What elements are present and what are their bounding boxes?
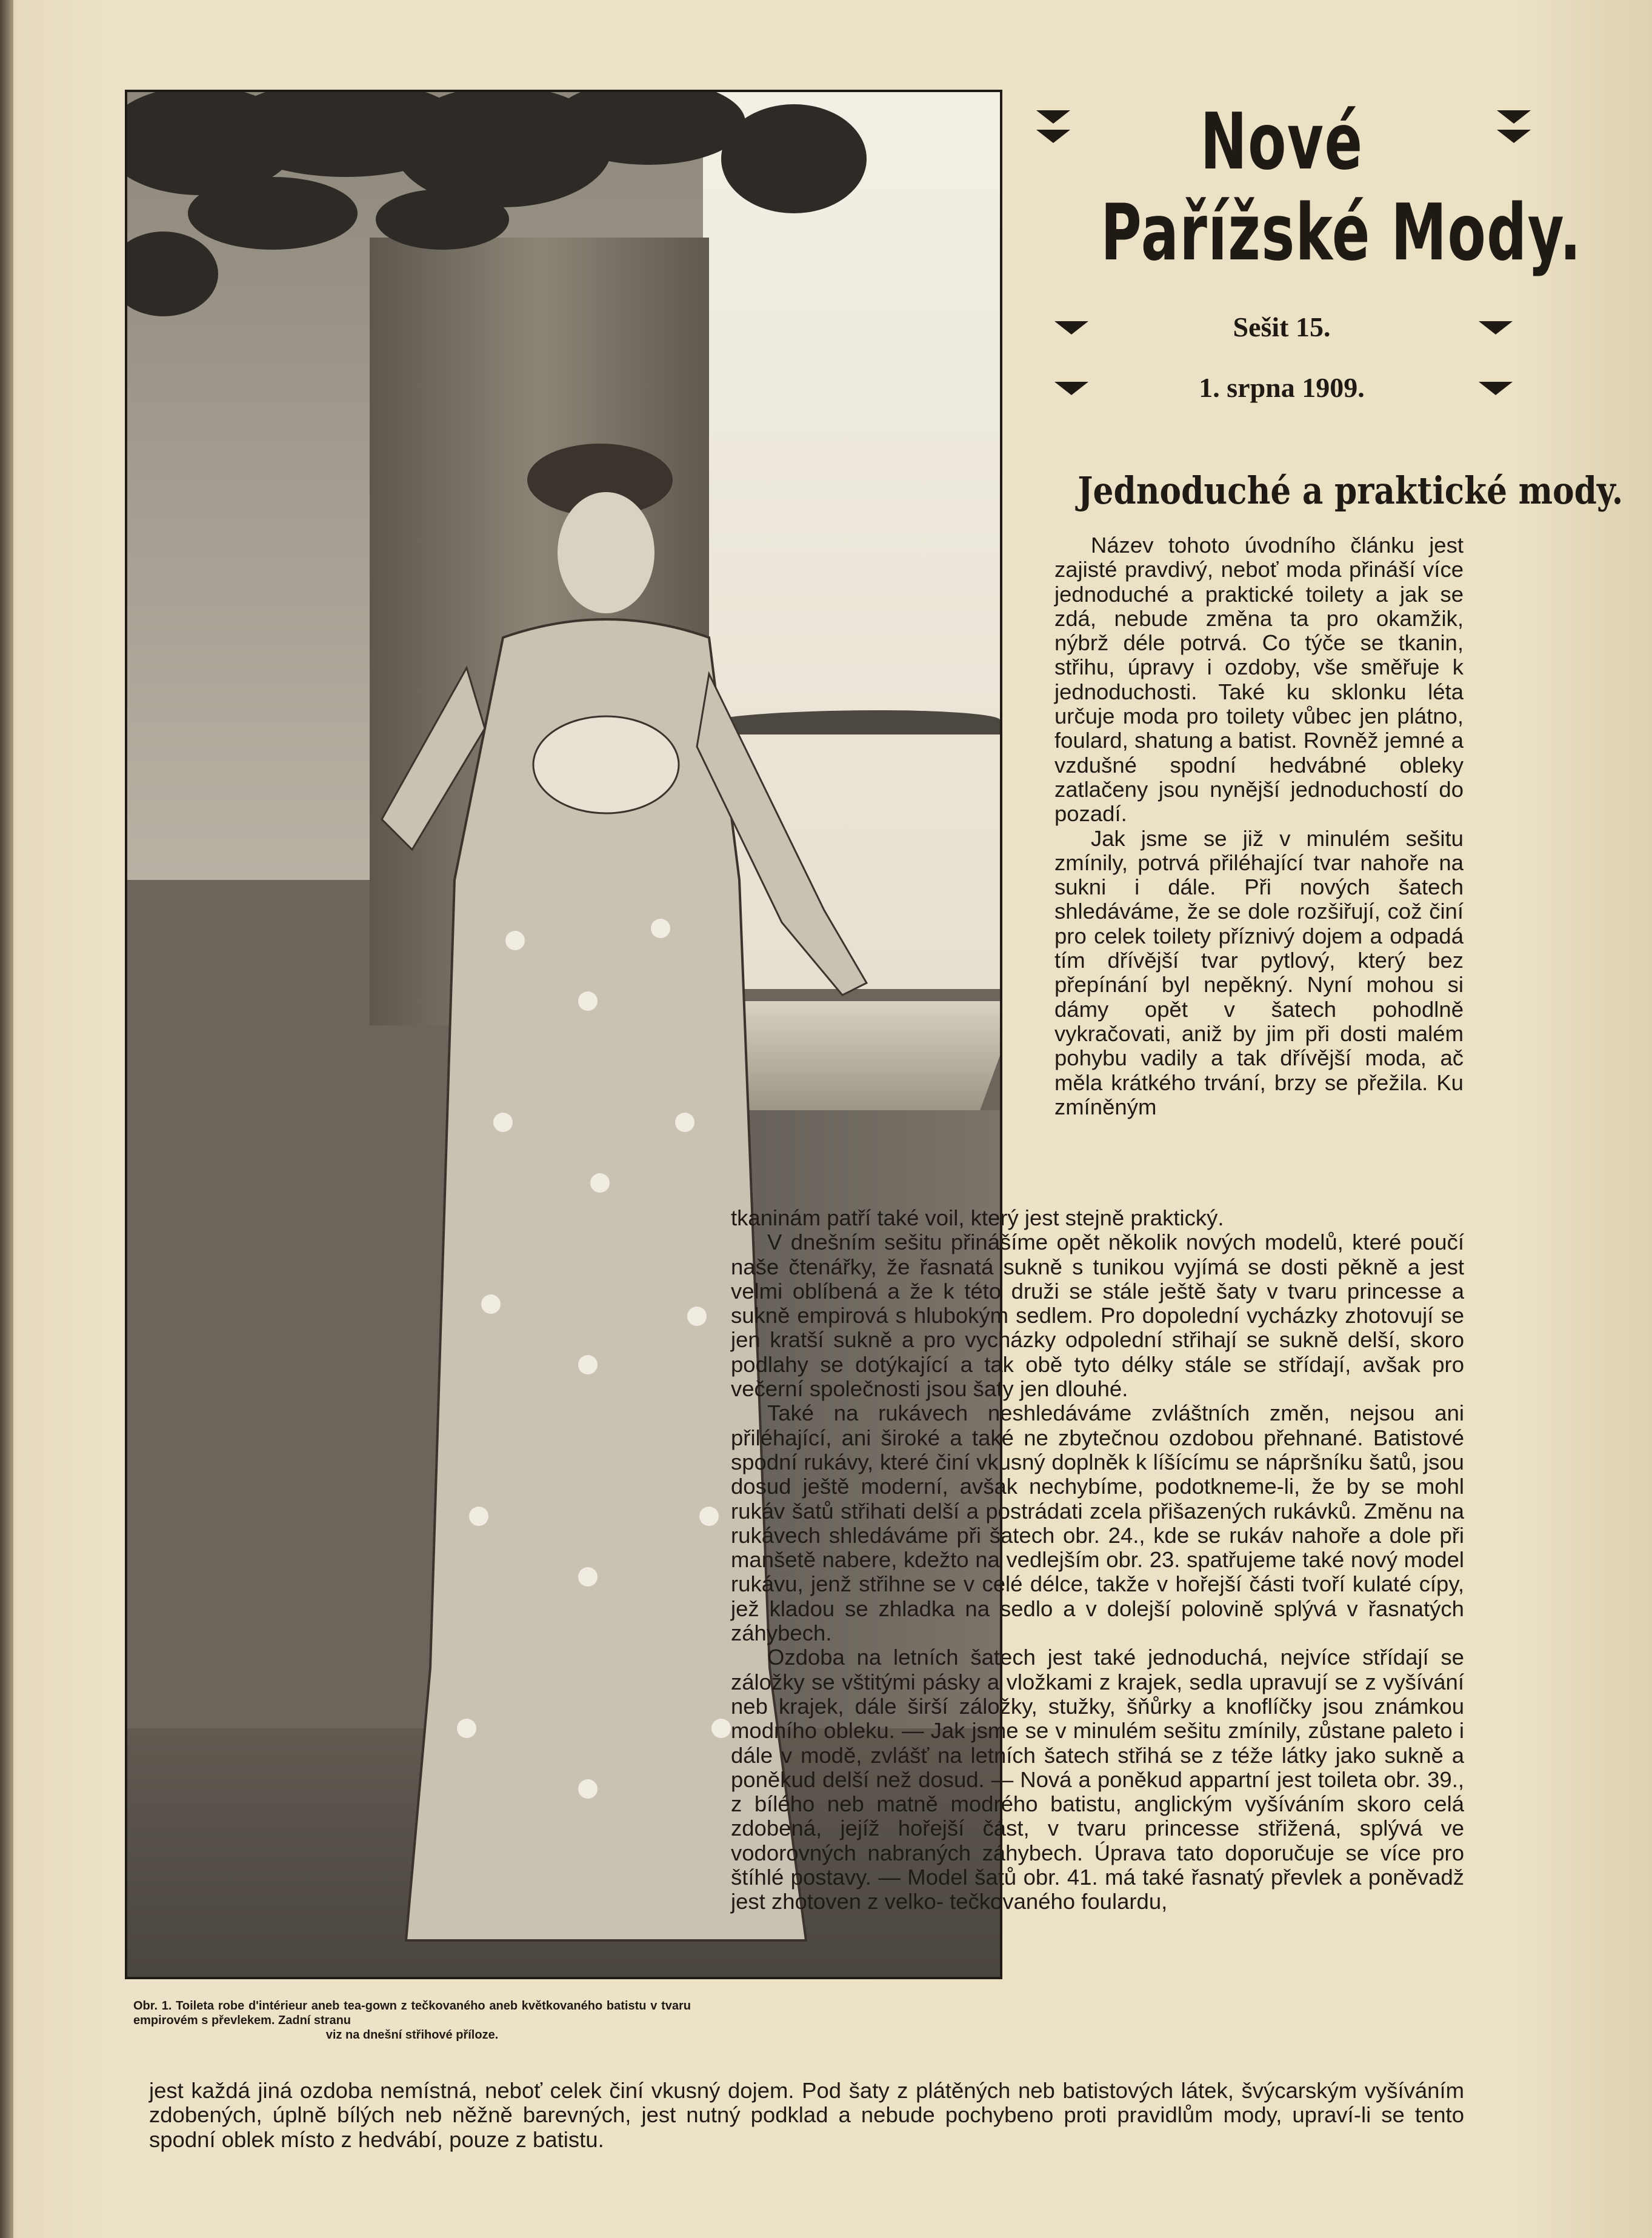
masthead-title-line-1: Nové [1200, 97, 1364, 187]
page-spine [0, 0, 13, 2238]
masthead [1030, 97, 1582, 418]
article-paragraph: Jak jsme se již v minulém sešitu zmínily, potrvá přiléhající tvar nahoře na sukni i dále. Při nových šatech shledáváme, že se dole rozšiřují, což činí pro celek toilety příznivý dojem a odpadá tím dřívější tvar pytlový, který bez přepínání byl nepěkný. Nyní mohou si dámy opět v šatech pohodlně vykračovati, aniž by jim při dosti malém pohybu vadily a tak dřívější moda, ač měla krátkého trvání, brzy se přežila. Ku zmíněným [1054, 825, 1464, 1119]
illustration-caption [133, 1999, 691, 2042]
caption-text-last: viz na dnešní střihové příloze. [325, 2028, 499, 2042]
triangle-ornament-icon [1036, 110, 1070, 124]
masthead-row-2 [1030, 188, 1582, 279]
article-paragraph: Název tohoto úvodního článku jest zajisté pravdivý, neboť moda přináší více jednoduché a praktické toilety a jak se zdá, nebude změna ta pro okamžik, nýbrž déle potrvá. Co týče se tkanin, střihu, úpravy i ozdoby, vše směřuje k jednoduchosti. Také ku sklonku léta určuje moda pro toilety vůbec jen plátno, foulard, shatung a batist. Rovněž jemné a vzdušné spodní hedvábné obleky zatlačeny jsou nynější jednoduchostí do pozadí. [1054, 533, 1464, 827]
issue-date-row [1030, 358, 1533, 418]
triangle-ornament-icon [1054, 382, 1088, 395]
issue-number: Sešit 15. [1233, 311, 1331, 342]
article-paragraph: Ozdoba na letních šatech jest také jednoduchá, nejvíce střídají se záložky se vštitými pásky a vložkami z krajek, sedla upravují se z vyšívání neb krajek, dále širší záložky, stužky, šňůrky a knoflíčky jsou známkou modního obleku. — Jak jsme se v minulém sešitu zmínily, zůstane paleto i dále v modě, zvlášť na letních šatech střihá se z téže látky jako sukně a poněkud delší než dosud. — Nová a poněkud appartní jest toileta obr. 39., z bílého neb matně modrého batistu, anglickým vyšíváním skoro celá zdobená, jejíž hořejší část, v tvaru princesse střižená, splývá ve vodorovných nabraných záhybech. Úprava tato doporučuje se více pro štíhlé postavy. — Model šatů obr. 41. má také řasnatý převlek a poněvadž jest zhotoven z velko- tečkovaného foulardu, [731, 1645, 1464, 1914]
issue-number-row [1030, 297, 1533, 358]
triangle-ornament-icon [1497, 110, 1531, 124]
article-title: Jednoduché a praktické mody. [1077, 468, 1624, 513]
triangle-ornament-icon [1479, 321, 1513, 335]
article-column-full-width [149, 2079, 1464, 2152]
triangle-ornament-icon [1054, 321, 1088, 335]
triangle-ornament-icon [1497, 130, 1531, 143]
article-paragraph: V dnešním sešitu přinášíme opět několik nových modelů, které poučí naše čtenářky, že řasnatá sukně s tunikou vyjímá se dosti pěkně a jest velmi oblíbená a že k této druži se stále ještě šaty v tvaru princesse a sukně empirová s hlubokým sedlem. Pro dopolední vycházky zhotovují se jen kratší sukně a pro vycházky odpolední střihají se sukně delší, skoro podlahy se dotýkající a tak obě tyto délky stále se střídají, avšak pro večerní společnosti jsou šaty jen dlouhé. [731, 1230, 1464, 1402]
triangle-ornament-icon [1036, 130, 1070, 143]
masthead-row-1 [1030, 97, 1533, 188]
article-paragraph: jest každá jiná ozdoba nemístná, neboť celek činí vkusný dojem. Pod šaty z plátěných neb batistových látek, švýcarským vyšíváním zdobených, úplně bílých neb něžně barevných, jest nutný podklad a nebude pochybeno proti pravidlům mody, upraví-li se tento spodní oblek místo z hedvábí, pouze z batistu. [149, 2078, 1464, 2152]
triangle-ornament-icon [1479, 382, 1513, 395]
masthead-title-line-2: Pařížské Mody. [1101, 188, 1582, 278]
article-paragraph: Také na rukávech neshledáváme zvláštních změn, nejsou ani přiléhající, ani široké a také ne zbytečnou ozdobou přehnané. Batistové spodní rukávy, které činí vkusný doplněk k líšícímu se nápršníku šatů, jsou dosud ještě moderní, avšak nechybíme, podotkneme-li, že by se mohl rukáv šatů střihati delší a postrádati zcela přišazených rukávků. Změnu na rukávech shledáváme při šatech obr. 24., kde se rukáv nahoře a dole při manšetě nabere, kdežto na vedlejším obr. 23. spatřujeme také nový model rukávu, jenž střihne se v celé délce, takže v hořejší části tvoří kulaté cípy, jež kladou se zhladka na sedlo a v dolejší polovině splývá v řasnatých záhybech. [731, 1400, 1464, 1646]
issue-date: 1. srpna 1909. [1199, 372, 1365, 403]
article-column-wide [731, 1206, 1464, 1914]
caption-text: Obr. 1. Toileta robe d'intérieur aneb tea-gown z tečkovaného aneb květkovaného batistu v tvaru empirovém s převlekem. Zadní stranu [133, 1999, 691, 2027]
article-paragraph: tkaninám patří také voil, který jest stejně praktický. [731, 1205, 1224, 1230]
article-column-right [1054, 533, 1464, 1119]
